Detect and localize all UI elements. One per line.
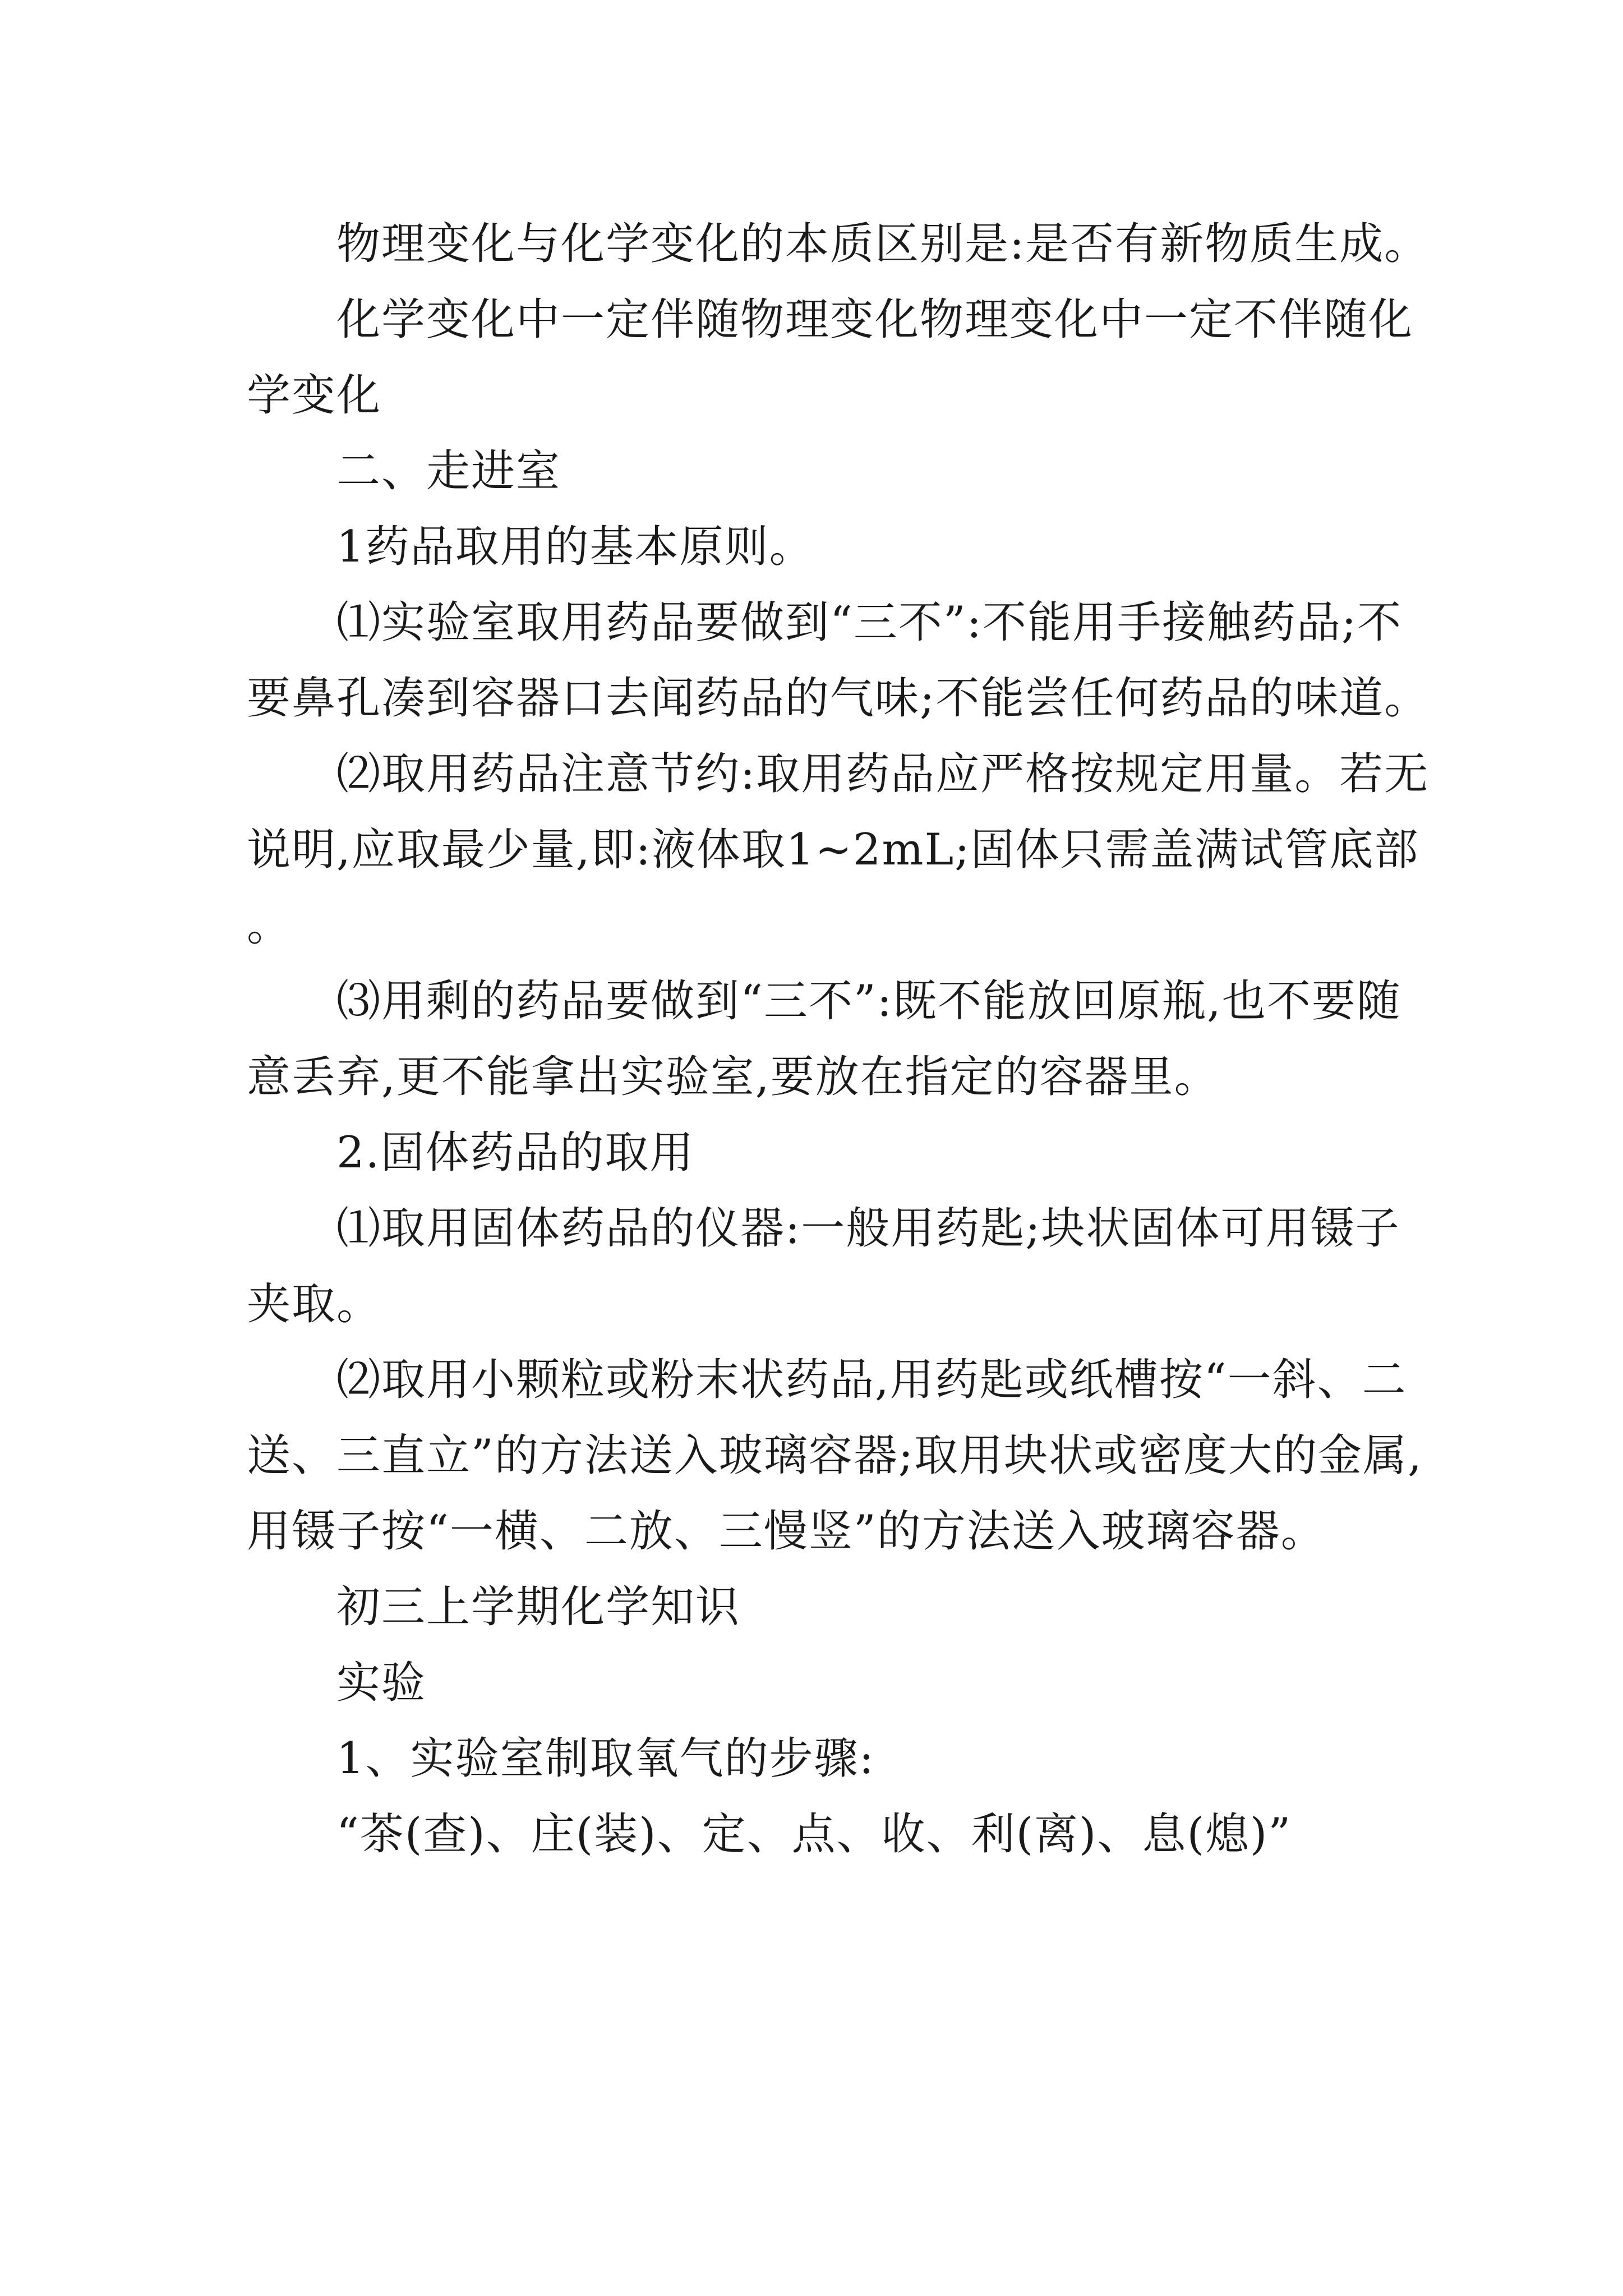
subheading-experiment: 实验 bbox=[336, 1658, 427, 1708]
document-body bbox=[247, 206, 1436, 1872]
paragraph-oxygen-steps: 1、实验室制取氧气的步骤: bbox=[336, 1733, 875, 1784]
subheading-solid-drug-usage: 2.固体药品的取用 bbox=[336, 1128, 695, 1178]
paragraph-three-nots-leftover: ⑶用剩的药品要做到“三不”:既不能放回原瓶,也不要随意丢弃,更不能拿出实验室,要放在指定的容器里。 bbox=[247, 976, 1401, 1102]
section-heading-chemistry-knowledge: 初三上学期化学知识 bbox=[336, 1582, 741, 1632]
subheading-drug-usage-principles: 1药品取用的基本原则。 bbox=[336, 522, 814, 572]
paragraph-oxygen-mnemonic: “茶(查)、庄(装)、定、点、收、利(离)、息(熄)” bbox=[336, 1809, 1292, 1860]
paragraph-chemical-change-accompanies-physical: 化学变化中一定伴随物理变化物理变化中一定不伴随化学变化 bbox=[247, 295, 1414, 421]
paragraph-save-drugs: ⑵取用药品注意节约:取用药品应严格按规定用量。若无说明,应取最少量,即:液体取1~2mL;固体只需盖满试管底部。 bbox=[247, 749, 1430, 951]
paragraph-small-particles-method: ⑵取用小颗粒或粉末状药品,用药匙或纸槽按“一斜、二送、三直立”的方法送入玻璃容器;取用块状或密度大的金属,用镊子按“一横、二放、三慢竖”的方法送入玻璃容器。 bbox=[247, 1355, 1423, 1557]
paragraph-three-nots-usage: ⑴实验室取用药品要做到“三不”:不能用手接触药品;不要鼻孔凑到容器口去闻药品的气味;不能尝任何药品的味道。 bbox=[247, 597, 1430, 724]
section-heading-lab: 二、走进室 bbox=[336, 446, 561, 496]
paragraph-solid-drug-instruments: ⑴取用固体药品的仪器:一般用药匙;块状固体可用镊子夹取。 bbox=[247, 1203, 1400, 1329]
paragraph-physical-vs-chemical-change: 物理变化与化学变化的本质区别是:是否有新物质生成。 bbox=[336, 219, 1430, 269]
